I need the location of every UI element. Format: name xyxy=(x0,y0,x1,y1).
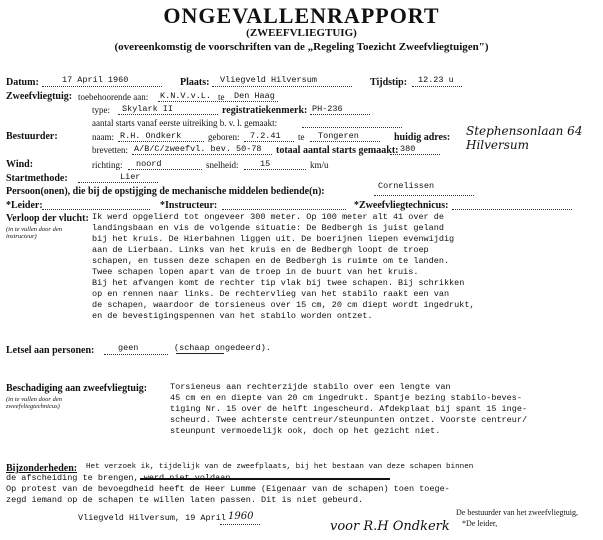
beschadiging-text xyxy=(170,382,527,437)
beschadiging-note: (in te vullen door den zweefvliegtechnicus) xyxy=(6,396,62,411)
adres-value: Stephensonlaan 64 Hilversum xyxy=(466,124,583,152)
datum-label: Datum: xyxy=(6,77,39,88)
toebehoorende-value: K.N.V.v.L. xyxy=(160,91,212,101)
datum-line xyxy=(42,86,162,87)
strikethrough-line xyxy=(140,478,390,480)
verloop-line: bij het kruis. De Hierbahnen liggen uit. De boerijnen liepen evenwijdig xyxy=(92,234,455,244)
type-value: Skylark II xyxy=(122,104,174,114)
datum-value: 17 April 1960 xyxy=(62,75,129,85)
bestuurder-te-value: Tongeren xyxy=(318,131,359,141)
verloop-line: en de bevestigingspennen van het stabilo worden ontzet. xyxy=(92,311,373,321)
type-line xyxy=(118,114,218,115)
verloop-line: de schapen, waardoor de torsieneus over 15 cm, 20 cm diept wordt ingedrukt, xyxy=(92,300,475,310)
adres-label: huidig adres: xyxy=(394,132,451,143)
type-label: type: xyxy=(92,105,110,115)
technicus-label: *Zweefvliegtechnicus: xyxy=(354,200,449,211)
beschadiging-line: tiging Nr. 15 over de helft ingescheurd. Afdekplaat bij spant 15 inge- xyxy=(170,404,528,414)
verloop-label: Verloop der vlucht: xyxy=(6,213,89,224)
bestuurder-te-label: te xyxy=(298,132,305,142)
richting-line xyxy=(128,169,202,170)
tijdstip-line xyxy=(412,86,462,87)
page-subtitle: (ZWEEFVLIEGTUIG) xyxy=(246,27,357,39)
letsel-value: geen xyxy=(118,343,139,353)
instructeur-line xyxy=(222,209,346,210)
plaats-value: Vliegveld Hilversum xyxy=(220,75,317,85)
snelheid-unit: km/u xyxy=(310,160,329,170)
startmethode-label: Startmethode: xyxy=(6,173,68,184)
personen-label: Persoon(onen), die bij de opstijging de mechanische middelen bediende(n): xyxy=(6,186,325,197)
richting-label: richting: xyxy=(92,160,123,170)
total-starts-value: 380 xyxy=(400,144,416,154)
bestuurder-te-line xyxy=(310,141,380,142)
footer-year: 1960 xyxy=(228,511,254,522)
plaats-label: Plaats: xyxy=(180,77,210,88)
tijdstip-value: 12.23 u xyxy=(418,75,454,85)
verloop-line: Twee schapen lopen apart van de troep in de buurt van het kruis. xyxy=(92,267,419,277)
bijzonderheden-line: de afscheiding te brengen, werd niet voldaan. xyxy=(6,473,236,483)
verloop-line: landingsbaan en vis de volgende situatie: De Bedbergh is juist geland xyxy=(92,223,444,233)
technicus-line xyxy=(452,209,572,210)
page-title: ONGEVALLENRAPPORT xyxy=(163,3,440,28)
starts-line xyxy=(302,127,402,128)
personen-value: Cornelissen xyxy=(378,181,435,191)
plaats-line xyxy=(212,86,352,87)
snelheid-line xyxy=(244,169,306,170)
letsel-line xyxy=(104,354,168,355)
registratie-value: PH-236 xyxy=(312,104,343,114)
verloop-line: Ik werd opgelierd tot ongeveer 300 meter. Op 100 meter alt 41 over de xyxy=(92,212,444,222)
footer-leider-label: *De leider, xyxy=(462,519,498,528)
bestuurder-label: Bestuurder: xyxy=(6,131,58,142)
snelheid-label: snelheid: xyxy=(206,160,239,170)
verloop-text xyxy=(92,212,475,322)
geboren-label: geboren: xyxy=(208,132,240,142)
letsel-underline xyxy=(176,353,224,354)
total-starts-label: totaal aantal starts gemaakt: xyxy=(276,145,399,156)
signature: voor R.H Ondkerk xyxy=(330,519,450,534)
regulation-note: (overeenkomstig de voorschriften van de „Regeling Toezicht Zweefvliegtuigen") xyxy=(114,41,489,53)
naam-line xyxy=(118,141,204,142)
verloop-note: (in te vullen door den instructeur) xyxy=(6,226,62,241)
beschadiging-label: Beschadiging aan zweefvliegtuig: xyxy=(6,383,148,394)
bijzonderheden-text xyxy=(6,462,473,506)
letsel-label: Letsel aan personen: xyxy=(6,345,95,356)
beschadiging-line: steunpunt vermoedelijk ook, doch op het gezicht niet. xyxy=(170,426,441,436)
zweefvliegtuig-label: Zweefvliegtuig: xyxy=(6,91,73,102)
verloop-line: aan de Lierbaan. Links van het kruis en de Bedbergh loopt de troep xyxy=(92,245,429,255)
brevetten-label: brevetten: xyxy=(92,145,128,155)
beschadiging-line: 45 cm en en diepte van 20 cm ingedrukt. Spantje bezing stabilo-beves- xyxy=(170,393,522,403)
instructeur-label: *Instructeur: xyxy=(160,200,218,211)
leider-line xyxy=(42,209,150,210)
starts-label: aantal starts vanaf eerste uitreiking b. v. l. gemaakt: xyxy=(92,118,278,128)
startmethode-value: Lier xyxy=(120,172,141,182)
personen-line xyxy=(374,195,474,196)
richting-value: noord xyxy=(136,159,162,169)
verloop-line: op en rennen naar links. De rechtervlieg van het stabilo raakt een van xyxy=(92,289,450,299)
footer-year-line xyxy=(220,524,260,525)
footer-place-date: Vliegveld Hilversum, 19 April xyxy=(78,513,226,523)
startmethode-line xyxy=(78,182,158,183)
brevetten-line xyxy=(132,154,272,155)
geboren-line xyxy=(244,141,294,142)
tijdstip-label: Tijdstip: xyxy=(370,77,408,88)
wind-label: Wind: xyxy=(6,159,34,170)
beschadiging-line: scheurd. Twee achterste centreur/steunpunten ontzet. Voorste centreur/ xyxy=(170,415,528,425)
verloop-line: schapen, en tussen deze schapen en de Bedbergh is ruimte om te landen. xyxy=(92,256,450,266)
letsel-value-note: (schaap ongedeerd). xyxy=(174,343,271,353)
geboren-value: 7.2.41 xyxy=(250,131,281,141)
footer-bestuurder-label: De bestuurder van het zweefvliegtuig, xyxy=(456,508,578,517)
leider-label: *Leider: xyxy=(6,200,43,211)
brevetten-value: A/B/C/zweefvl. bev. 50-78 xyxy=(134,144,262,154)
beschadiging-line: Torsieneus aan rechterzijde stabilo over een lengte van xyxy=(170,382,451,392)
bijzonderheden-line: Het verzoek ik, tijdelijk van de zweefplaats, bij het bestaan van deze schapen binnen xyxy=(86,463,474,471)
bijzonderheden-line: zegd iemand op de schapen te willen laten passen. Dit is niet gebeurd. xyxy=(6,495,364,505)
te-label: te xyxy=(218,92,225,102)
naam-label: naam: xyxy=(92,132,114,142)
registratie-label: registratiekenmerk: xyxy=(222,105,308,116)
naam-value: R.H. Ondkerk xyxy=(120,131,182,141)
te-value: Den Haag xyxy=(234,91,275,101)
total-starts-line xyxy=(390,154,440,155)
toebehoorende-label: toebehoorende aan: xyxy=(78,92,149,102)
bijzonderheden-line: Op protest van de bevoegdheid heeft de Heer Lumme (Eigenaar van de schapen) toen toege- xyxy=(6,484,450,494)
snelheid-value: 15 xyxy=(260,159,271,169)
bijzonderheden-label: Bijzonderheden: xyxy=(6,463,78,474)
registratie-line xyxy=(310,114,370,115)
verloop-line: Bij het afvangen komt de rechter tip vlak bij twee schapen. Bij schrikken xyxy=(92,278,465,288)
